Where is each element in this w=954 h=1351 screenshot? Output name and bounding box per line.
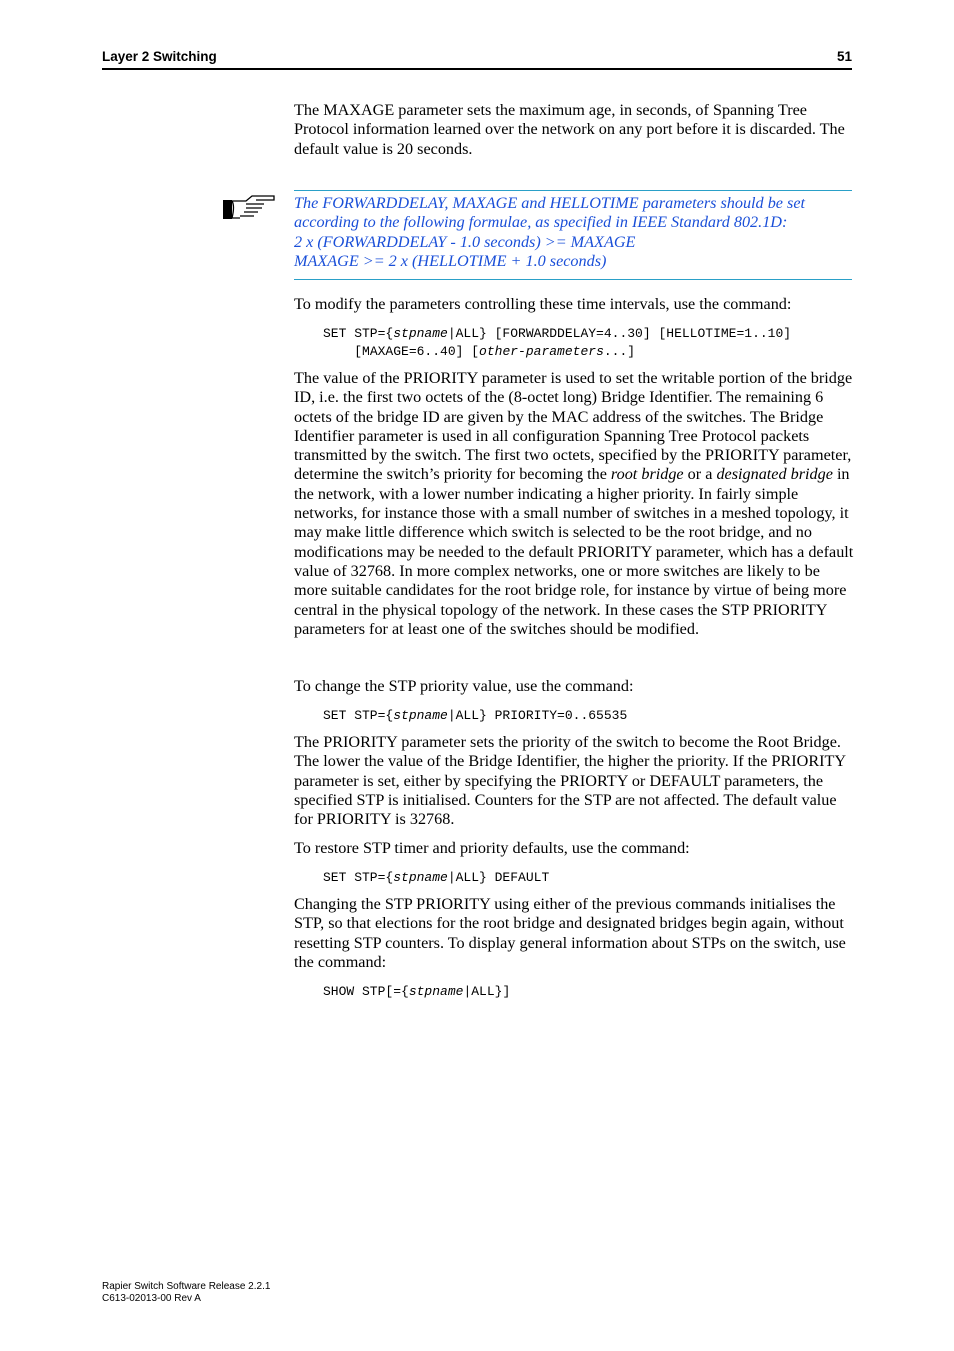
command-set-timers: SET STP={stpname|ALL} [FORWARDDELAY=4..30] [HELLOTIME=1..10] [MAXAGE=6..40] [other-parameters...] [323, 326, 792, 359]
command-set-default: SET STP={stpname|ALL} DEFAULT [323, 870, 550, 885]
footer-doc-number: C613-02013-00 Rev A [102, 1293, 201, 1304]
paragraph-priority: The value of the PRIORITY parameter is used to set the writable portion of the bridge ID, i.e. the first two octets of the (8-octet long) Bridge Identifier. The remaining 6 octets of the bridge ID are given by the MAC address of the switches. The Bridge Identifier parameter is used in all configuration Spanning Tree Protocol packets transmitted by the switch. The first two octets, specified by the PRIORITY parameter, determine the switch’s priority for becoming the root bridge or a designated bridge in the network, with a lower number indicating a higher priority. In fairly simple networks, for instance those with a small number of switches in a meshed topology, it may make little difference which switch is selected to be the root bridge, and no modifications may be needed to the default PRIORITY parameter, which has a default value of 32768. In more complex networks, one or more switches are likely to be more suitable candidates for the root bridge role, for instance by virtue of being more central in the physical topology of the network. In these cases the STP PRIORITY parameters for at least one of the switches should be modified. [294, 369, 854, 638]
note-text [294, 194, 805, 271]
note-line: The FORWARDDELAY, MAXAGE and HELLOTIME parameters should be set [294, 194, 806, 212]
paragraph-restore: To restore STP timer and priority defaults, use the command: [294, 839, 690, 857]
term-root-bridge: root bridge [610, 465, 684, 484]
page-number: 51 [836, 49, 852, 64]
term-designated-bridge: designated bridge [716, 465, 833, 484]
paragraph-change-priority: To change the STP priority value, use the command: [294, 677, 634, 695]
paragraph-changing-priority: Changing the STP PRIORITY using either of the previous commands initialises the STP, so that elections for the root bridge and designated bridges begin again, without resetting STP counters. To display general information about STPs on the switch, use the command: [294, 895, 846, 971]
paragraph-modify: To modify the parameters controlling these time intervals, use the command: [294, 295, 792, 313]
paragraph-priority-sets: The PRIORITY parameter sets the priority of the switch to become the Root Bridge. The lower the value of the Bridge Identifier, the higher the priority. If the PRIORITY parameter is set, either by specifying the PRIORTY or DEFAULT parameters, the specified STP is initialised. Counters for the STP are not affected. The default value for PRIORITY is 32768. [294, 733, 846, 829]
section-title: Layer 2 Switching [102, 49, 217, 64]
paragraph-maxage: The MAXAGE parameter sets the maximum age, in seconds, of Spanning Tree Protocol information learned over the network on any port before it is discarded. The default value is 20 seconds. [294, 101, 845, 158]
page-footer [102, 1281, 270, 1305]
pointing-hand-icon [222, 192, 276, 220]
command-set-priority: SET STP={stpname|ALL} PRIORITY=0..65535 [323, 708, 628, 723]
note-line: according to the following formulae, as specified in IEEE Standard 802.1D: [294, 213, 788, 232]
page-header [102, 48, 852, 70]
note-line: MAXAGE >= 2 x (HELLOTIME + 1.0 seconds) [294, 251, 607, 270]
footer-release: Rapier Switch Software Release 2.2.1 [102, 1281, 271, 1292]
note-line: 2 x (FORWARDDELAY - 1.0 seconds) >= MAXAGE [294, 232, 636, 251]
note-box [294, 190, 852, 280]
command-show-stp: SHOW STP[={stpname|ALL}] [323, 984, 511, 999]
